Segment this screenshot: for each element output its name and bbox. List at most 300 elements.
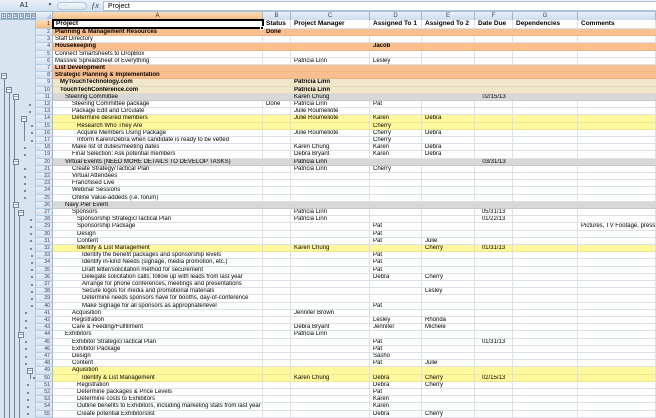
cell-D48[interactable]: Pat [370, 360, 422, 366]
cell-A52[interactable]: Determine packages & Price Levels [53, 389, 263, 395]
cell-F23[interactable] [475, 180, 513, 186]
outline-level-button-4[interactable]: 4 [20, 13, 23, 18]
cell-C15[interactable] [291, 123, 370, 129]
row-number-46[interactable]: 46 [36, 346, 53, 353]
cell-C45[interactable] [291, 339, 370, 345]
cell-B12[interactable]: Done [263, 101, 291, 107]
row-number-37[interactable]: 37 [36, 281, 53, 288]
cell-H55[interactable] [578, 411, 656, 417]
cell-D39[interactable] [370, 295, 422, 301]
cell-B45[interactable] [263, 339, 291, 345]
cell-F35[interactable] [475, 267, 513, 273]
cell-H4[interactable] [578, 43, 656, 49]
cell-D13[interactable] [370, 108, 422, 114]
cell-H40[interactable] [578, 303, 656, 309]
row-number-55[interactable]: 55 [36, 411, 53, 418]
cell-E54[interactable] [422, 403, 475, 409]
cell-C10[interactable]: Patricia Linn [294, 86, 331, 93]
cell-G39[interactable] [513, 295, 578, 301]
cell-D25[interactable] [370, 195, 422, 201]
cell-A3[interactable]: Staff Directory [53, 36, 263, 42]
cell-C48[interactable] [291, 360, 370, 366]
cell-D30[interactable]: Pat [370, 231, 422, 237]
row-number-11[interactable]: 11 [36, 94, 53, 101]
row-number-9[interactable]: 9 [36, 79, 53, 86]
cell-D2[interactable] [370, 29, 422, 35]
cell-G11[interactable] [513, 94, 578, 100]
cell-A6[interactable]: Massive Spreadsheet of Everything [53, 58, 263, 64]
cell-A35[interactable]: Draft letter/solicitation method for securement [53, 267, 263, 273]
cell-G33[interactable] [513, 252, 578, 258]
row-number-34[interactable]: 34 [36, 259, 53, 266]
cell-D52[interactable]: Pat [370, 389, 422, 395]
header-cell-date-due[interactable]: Date Due [475, 20, 513, 28]
column-header-G[interactable]: G [513, 12, 578, 20]
cell-F21[interactable] [475, 166, 513, 172]
cell-H51[interactable] [578, 382, 656, 388]
cell-E55[interactable]: Cherry [422, 411, 475, 417]
cell-F16[interactable] [475, 130, 513, 136]
cell-H48[interactable] [578, 360, 656, 366]
cell-H2[interactable] [578, 29, 656, 35]
cell-C12[interactable]: Patricia Linn [291, 101, 370, 107]
row-number-25[interactable]: 25 [36, 195, 53, 202]
cell-C46[interactable] [291, 346, 370, 352]
cell-C55[interactable] [291, 411, 370, 417]
row-number-43[interactable]: 43 [36, 324, 53, 331]
cell-B7[interactable] [263, 65, 291, 71]
cell-D16[interactable]: Cherry [370, 130, 422, 136]
cell-B9[interactable] [263, 79, 291, 85]
cell-D14[interactable]: Karen [370, 115, 422, 121]
cell-E41[interactable] [422, 310, 475, 316]
cell-F49[interactable] [475, 367, 513, 373]
cell-C38[interactable] [291, 288, 370, 294]
cell-A21[interactable]: Create Strategy/Tactical Plan [53, 166, 263, 172]
outline-level-button-1[interactable]: 1 [2, 13, 5, 18]
cell-H19[interactable] [578, 151, 656, 157]
cell-H27[interactable] [578, 209, 656, 215]
cell-E48[interactable]: Julie [422, 360, 475, 366]
row-number-14[interactable]: 14 [36, 115, 53, 122]
cell-C6[interactable]: Patricia Linn [291, 58, 370, 64]
cell-D34[interactable]: Pat [370, 259, 422, 265]
outline-collapse-button-row-44[interactable]: – [19, 331, 23, 338]
cell-C4[interactable] [291, 43, 370, 49]
cell-D31[interactable]: Pat [370, 238, 422, 244]
cell-H53[interactable] [578, 396, 656, 402]
cell-A8[interactable]: Strategic Planning & Implementation [55, 72, 160, 79]
cell-H16[interactable] [578, 130, 656, 136]
cell-G40[interactable] [513, 303, 578, 309]
cell-E24[interactable] [422, 187, 475, 193]
name-box[interactable]: A1 [19, 2, 29, 9]
row-number-4[interactable]: 4 [36, 43, 53, 50]
cell-B17[interactable] [263, 137, 291, 143]
row-number-18[interactable]: 18 [36, 144, 53, 151]
cell-D8[interactable] [370, 72, 422, 78]
row-number-8[interactable]: 8 [36, 72, 53, 79]
cell-F50[interactable]: 02/15/13 [475, 375, 513, 381]
cell-D47[interactable]: Sasho [370, 353, 422, 359]
cell-A41[interactable]: Acquisition [53, 310, 263, 316]
cell-B52[interactable] [263, 389, 291, 395]
cell-C35[interactable] [291, 267, 370, 273]
cell-D37[interactable] [370, 281, 422, 287]
cell-C18[interactable]: Karen Chung [291, 144, 370, 150]
cell-F3[interactable] [475, 36, 513, 42]
row-number-6[interactable]: 6 [36, 58, 53, 65]
row-number-38[interactable]: 38 [36, 288, 53, 295]
cell-B27[interactable] [263, 209, 291, 215]
cell-C21[interactable]: Patricia Linn [291, 166, 370, 172]
cell-H18[interactable] [578, 144, 656, 150]
row-number-16[interactable]: 16 [36, 130, 53, 137]
cell-F45[interactable]: 01/31/13 [475, 339, 513, 345]
cell-H35[interactable] [578, 267, 656, 273]
cell-E28[interactable] [422, 216, 475, 222]
cell-G41[interactable] [513, 310, 578, 316]
cell-D44[interactable] [370, 331, 422, 337]
cell-D18[interactable]: Karen [370, 144, 422, 150]
cell-G12[interactable] [513, 101, 578, 107]
cell-C17[interactable] [291, 137, 370, 143]
cell-D51[interactable]: Debra [370, 382, 422, 388]
row-number-24[interactable]: 24 [36, 187, 53, 194]
header-cell-comments[interactable]: Comments [578, 20, 656, 28]
cell-E37[interactable] [422, 281, 475, 287]
cell-H41[interactable] [578, 310, 656, 316]
cell-F27[interactable]: 05/31/13 [475, 209, 513, 215]
cell-B22[interactable] [263, 173, 291, 179]
cell-H17[interactable] [578, 137, 656, 143]
cell-G2[interactable] [513, 29, 578, 35]
cell-E14[interactable]: Debra [422, 115, 475, 121]
cell-E32[interactable]: Cherry [422, 245, 475, 251]
cell-A36[interactable]: Delegate solicitation calls; follow up with leads from last year [53, 274, 263, 280]
row-number-26[interactable]: 26 [36, 202, 53, 209]
row-number-48[interactable]: 48 [36, 360, 53, 367]
cell-B5[interactable] [263, 51, 291, 57]
outline-level-button-6[interactable]: 6 [32, 13, 35, 18]
cell-H6[interactable] [578, 58, 656, 64]
cell-E6[interactable] [422, 58, 475, 64]
cell-A54[interactable]: Outline benefits to Exhibitors, including marketing stats from last year [53, 403, 263, 409]
header-cell-assigned-to-1[interactable]: Assigned To 1 [370, 20, 422, 28]
cell-C28[interactable]: Patricia Linn [291, 216, 370, 222]
cell-F15[interactable] [475, 123, 513, 129]
cell-E25[interactable] [422, 195, 475, 201]
cell-B47[interactable] [263, 353, 291, 359]
row-number-51[interactable]: 51 [36, 382, 53, 389]
cell-E33[interactable] [422, 252, 475, 258]
cell-G3[interactable] [513, 36, 578, 42]
cell-D46[interactable]: Pat [370, 346, 422, 352]
cell-A42[interactable]: Registration [53, 317, 263, 323]
cell-B38[interactable] [263, 288, 291, 294]
cell-D4[interactable]: Jacob [373, 43, 391, 50]
row-number-30[interactable]: 30 [36, 231, 53, 238]
cell-F47[interactable] [475, 353, 513, 359]
cell-G14[interactable] [513, 115, 578, 121]
outline-level-button-2[interactable]: 2 [8, 13, 11, 18]
cell-A10[interactable]: TouchTechConference.com [60, 86, 139, 93]
outline-level-button-5[interactable]: 5 [26, 13, 29, 18]
cell-G22[interactable] [513, 173, 578, 179]
cell-F54[interactable] [475, 403, 513, 409]
cell-F46[interactable] [475, 346, 513, 352]
cell-G38[interactable] [513, 288, 578, 294]
cell-G46[interactable] [513, 346, 578, 352]
cell-B48[interactable] [263, 360, 291, 366]
cell-F10[interactable] [475, 87, 513, 93]
cell-E31[interactable]: Julie [422, 238, 475, 244]
row-number-52[interactable]: 52 [36, 389, 53, 396]
cell-E20[interactable] [422, 159, 475, 165]
cell-F41[interactable] [475, 310, 513, 316]
cell-E30[interactable] [422, 231, 475, 237]
cell-G36[interactable] [513, 274, 578, 280]
cell-H54[interactable] [578, 403, 656, 409]
cell-F4[interactable] [475, 43, 513, 49]
cell-F5[interactable] [475, 51, 513, 57]
outline-collapse-button-row-14[interactable]: – [22, 115, 26, 122]
cell-A9[interactable]: MyTouchTechnology.com [60, 79, 133, 86]
row-number-15[interactable]: 15 [36, 123, 53, 130]
cell-F31[interactable] [475, 238, 513, 244]
header-cell-status[interactable]: Status [263, 20, 291, 28]
cell-H28[interactable] [578, 216, 656, 222]
cell-D40[interactable]: Pat [370, 303, 422, 309]
cell-E43[interactable]: Michele [422, 324, 475, 330]
cell-E11[interactable] [422, 94, 475, 100]
cell-E17[interactable] [422, 137, 475, 143]
cell-E2[interactable] [422, 29, 475, 35]
cell-C30[interactable] [291, 231, 370, 237]
cell-F12[interactable] [475, 101, 513, 107]
cell-E53[interactable] [422, 396, 475, 402]
cell-G18[interactable] [513, 144, 578, 150]
cell-G55[interactable] [513, 411, 578, 417]
row-number-3[interactable]: 3 [36, 36, 53, 43]
cell-F24[interactable] [475, 187, 513, 193]
cell-H36[interactable] [578, 274, 656, 280]
row-number-47[interactable]: 47 [36, 353, 53, 360]
cell-D3[interactable] [370, 36, 422, 42]
outline-collapse-button-row-27[interactable]: – [19, 209, 23, 216]
cell-A27[interactable]: Sponsors [53, 209, 263, 215]
column-header-h[interactable] [578, 12, 656, 20]
row-number-44[interactable]: 44 [36, 331, 53, 338]
row-number-39[interactable]: 39 [36, 295, 53, 302]
cell-A45[interactable]: Exhibitor Strategic/Tactical Plan [53, 339, 263, 345]
cell-C14[interactable]: Julie Roumeliote [291, 115, 370, 121]
cell-C33[interactable] [291, 252, 370, 258]
cell-B44[interactable] [263, 331, 291, 337]
cell-E52[interactable] [422, 389, 475, 395]
cell-B54[interactable] [263, 403, 291, 409]
insert-function-icon[interactable]: ƒx [91, 0, 99, 10]
cell-A24[interactable]: Webinar Sessions [53, 187, 263, 193]
cell-B41[interactable] [263, 310, 291, 316]
cell-F13[interactable] [475, 108, 513, 114]
cell-A7[interactable]: List Development [55, 65, 106, 71]
cell-F29[interactable] [475, 223, 513, 229]
cell-F20[interactable]: 03/31/13 [482, 158, 506, 165]
cell-A33[interactable]: Identify the benefit packages and sponsorship levels [53, 252, 263, 258]
cell-H22[interactable] [578, 173, 656, 179]
cell-B36[interactable] [263, 274, 291, 280]
cell-F28[interactable]: 01/22/13 [475, 216, 513, 222]
cell-D6[interactable]: Lesley [370, 58, 422, 64]
cell-F37[interactable] [475, 281, 513, 287]
cell-F42[interactable] [475, 317, 513, 323]
cell-B24[interactable] [263, 187, 291, 193]
column-header-A[interactable]: A [53, 12, 263, 20]
cell-G16[interactable] [513, 130, 578, 136]
cell-A38[interactable]: Secure logos for media and promotional materials [53, 288, 263, 294]
cell-C43[interactable]: Debra Bryant [291, 324, 370, 330]
cell-A15[interactable]: Research Who They Are [53, 123, 263, 129]
cell-C41[interactable]: Jennifer Brown [291, 310, 370, 316]
cell-E44[interactable] [422, 331, 475, 337]
header-cell-project-manager[interactable]: Project Manager [291, 20, 370, 28]
cell-E12[interactable] [422, 101, 475, 107]
cell-A23[interactable]: Franchised Live [53, 180, 263, 186]
cell-C3[interactable] [291, 36, 370, 42]
cell-H33[interactable] [578, 252, 656, 258]
cell-D17[interactable]: Cherry [370, 137, 422, 143]
cell-H25[interactable] [578, 195, 656, 201]
cell-C19[interactable]: Debra Bryant [291, 151, 370, 157]
cell-H20[interactable] [578, 159, 656, 165]
row-number-45[interactable]: 45 [36, 339, 53, 346]
cell-E8[interactable] [422, 72, 475, 78]
cell-B43[interactable] [263, 324, 291, 330]
cell-A16[interactable]: Acquire Members Using Package [53, 130, 263, 136]
header-cell-project[interactable]: Project [53, 20, 263, 28]
cell-E34[interactable] [422, 259, 475, 265]
cell-G35[interactable] [513, 267, 578, 273]
cell-G7[interactable] [513, 65, 578, 71]
cell-B23[interactable] [263, 180, 291, 186]
cell-A31[interactable]: Content [53, 238, 263, 244]
cell-D12[interactable]: Pat [370, 101, 422, 107]
cell-A50[interactable]: Identify & List Management [53, 375, 263, 381]
cell-D10[interactable] [370, 87, 422, 93]
row-number-32[interactable]: 32 [36, 245, 53, 252]
cell-G43[interactable] [513, 324, 578, 330]
cell-A30[interactable]: Design [53, 231, 263, 237]
cell-H32[interactable] [578, 245, 656, 251]
cell-B19[interactable] [263, 151, 291, 157]
cell-F55[interactable] [475, 411, 513, 417]
cell-D36[interactable]: Debra [370, 274, 422, 280]
cell-A32[interactable]: Identify & List Management [53, 245, 263, 251]
formula-bar-input[interactable]: Project [103, 1, 656, 11]
cell-E21[interactable] [422, 166, 475, 172]
cell-H3[interactable] [578, 36, 656, 42]
cell-B11[interactable] [263, 94, 291, 100]
cell-G23[interactable] [513, 180, 578, 186]
cell-H31[interactable] [578, 238, 656, 244]
cell-C54[interactable] [291, 403, 370, 409]
row-number-10[interactable]: 10 [36, 87, 53, 94]
cell-G25[interactable] [513, 195, 578, 201]
cell-H13[interactable] [578, 108, 656, 114]
cell-G47[interactable] [513, 353, 578, 359]
cell-D21[interactable]: Cherry [370, 166, 422, 172]
cell-H7[interactable] [578, 65, 656, 71]
cell-C26[interactable] [291, 202, 370, 208]
cell-B31[interactable] [263, 238, 291, 244]
row-number-20[interactable]: 20 [36, 159, 53, 166]
cell-C44[interactable]: Patricia Linn [291, 331, 370, 337]
cell-A37[interactable]: Arrange for phone conferences, meetings and presentations [53, 281, 263, 287]
column-header-F[interactable]: F [475, 12, 513, 20]
cell-A34[interactable]: Identify in-kind Needs (signage, media promotion, etc.) [53, 259, 263, 265]
cell-H5[interactable] [578, 51, 656, 57]
cell-D15[interactable]: Cherry [370, 123, 422, 129]
cell-E47[interactable] [422, 353, 475, 359]
outline-collapse-button-row-26[interactable]: – [14, 202, 18, 209]
cell-D27[interactable] [370, 209, 422, 215]
cell-B46[interactable] [263, 346, 291, 352]
cell-D42[interactable]: Lesley [370, 317, 422, 323]
cell-E27[interactable] [422, 209, 475, 215]
cell-F30[interactable] [475, 231, 513, 237]
cell-C2[interactable] [291, 29, 370, 35]
row-number-1[interactable]: 1 [36, 20, 53, 29]
cell-C47[interactable] [291, 353, 370, 359]
cell-F33[interactable] [475, 252, 513, 258]
cell-C51[interactable] [291, 382, 370, 388]
cell-B15[interactable] [263, 123, 291, 129]
cell-H8[interactable] [578, 72, 656, 78]
cell-F17[interactable] [475, 137, 513, 143]
cell-F19[interactable] [475, 151, 513, 157]
cell-E29[interactable] [422, 223, 475, 229]
cell-C5[interactable] [291, 51, 370, 57]
cell-A39[interactable]: Determine needs sponsors have for booths, day-of-conference [53, 295, 263, 301]
cell-F38[interactable] [475, 288, 513, 294]
cell-G53[interactable] [513, 396, 578, 402]
cell-B55[interactable] [263, 411, 291, 417]
cell-B6[interactable] [263, 58, 291, 64]
formula-bar-splitter[interactable]: ··· [57, 2, 87, 10]
cell-G24[interactable] [513, 187, 578, 193]
cell-B25[interactable] [263, 195, 291, 201]
row-number-49[interactable]: 49 [36, 367, 53, 374]
cell-H46[interactable] [578, 346, 656, 352]
cell-C31[interactable] [291, 238, 370, 244]
cell-B13[interactable] [263, 108, 291, 114]
cell-E45[interactable] [422, 339, 475, 345]
cell-A19[interactable]: Final Selection: Ask potential members [53, 151, 263, 157]
cell-G13[interactable] [513, 108, 578, 114]
cell-E16[interactable]: Debra [422, 130, 475, 136]
cell-A22[interactable]: Virtual Attendees [53, 173, 263, 179]
cell-B37[interactable] [263, 281, 291, 287]
cell-B30[interactable] [263, 231, 291, 237]
row-number-41[interactable]: 41 [36, 310, 53, 317]
cell-D7[interactable] [370, 65, 422, 71]
cell-C24[interactable] [291, 187, 370, 193]
cell-H52[interactable] [578, 389, 656, 395]
cell-D38[interactable] [370, 288, 422, 294]
cell-B53[interactable] [263, 396, 291, 402]
cell-F48[interactable] [475, 360, 513, 366]
